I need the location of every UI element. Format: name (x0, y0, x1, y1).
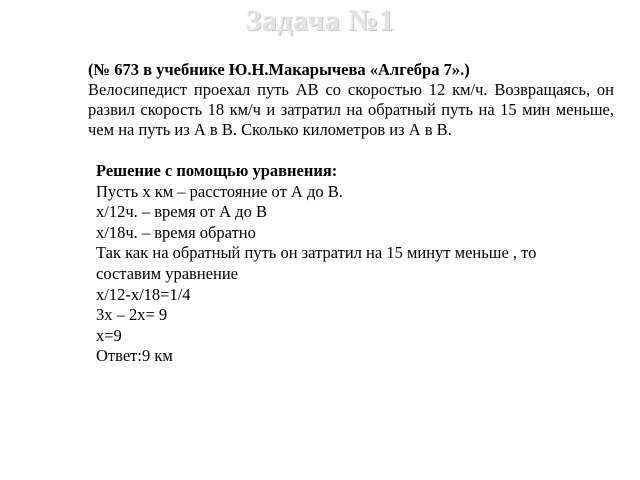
solution-block (96, 161, 596, 367)
problem-text: Велосипедист проехал путь АВ со скоростью 12 км/ч. Возвращаясь, он развил скорость 18 км/ч и затратил на обратный путь на 15 мин меньше, чем на путь из А в В. Сколько километров из А в В. (88, 80, 614, 139)
equation-line: х/12-х/18=1/4 (96, 284, 191, 304)
solution-line: х/18ч. – время обратно (96, 222, 256, 242)
problem-source-close: ) (464, 60, 470, 79)
problem-source (88, 60, 470, 79)
equation-line: 3х – 2х= 9 (96, 305, 168, 325)
solution-line: х/12ч. – время от А до В (96, 202, 267, 222)
problem-statement (88, 60, 614, 140)
problem-source-text: № 673 в учебнике Ю.Н.Макарычева «Алгебра 7». (93, 60, 465, 79)
solution-line: Так как на обратный путь он затратил на 15 минут меньше , то составим уравнение (96, 243, 537, 283)
answer-line: Ответ:9 км (96, 346, 173, 366)
slide-title: Задача №1 (245, 4, 395, 37)
problem-source-open: ( (88, 60, 94, 79)
solution-heading: Решение с помощью уравнения: (96, 161, 338, 180)
solution-line: Пусть х км – расстояние от А до В. (96, 181, 343, 201)
equation-line: х=9 (96, 325, 122, 345)
